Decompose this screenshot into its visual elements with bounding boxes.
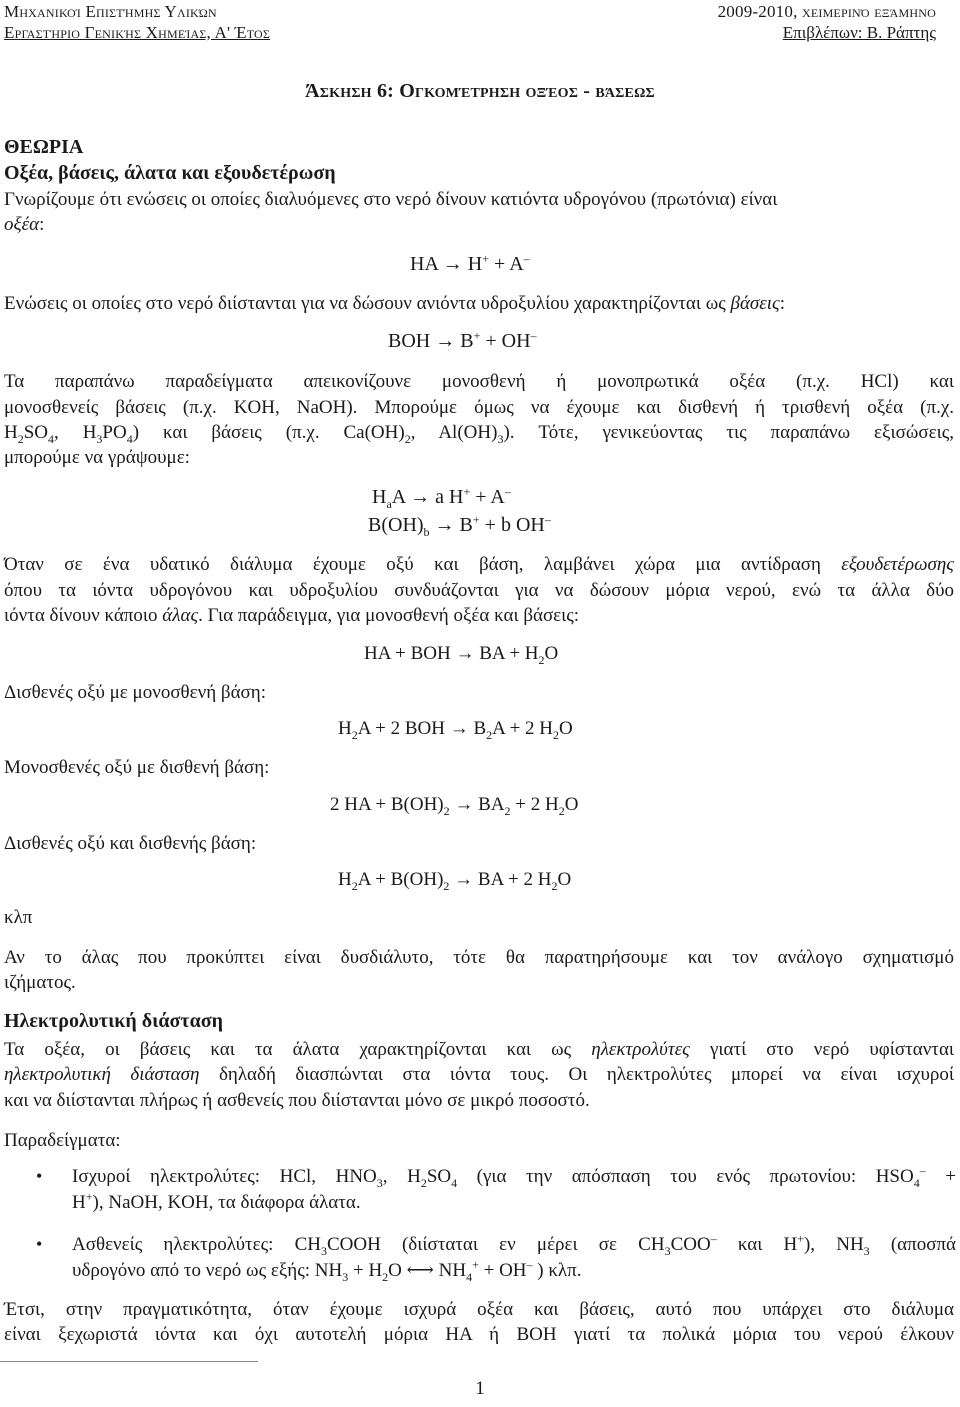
label-divalent-acid-divalent-base: Δισθενές οξύ και δισθενής βάση: [4, 833, 257, 854]
list-item-strong-continued: H+), NaOH, KOH, τα διάφορα άλατα. [72, 1189, 361, 1213]
page-title: Άσκηση 6: Ογκομέτρηση οξέος - βάσεως [305, 80, 655, 102]
label-etc: κλπ [4, 907, 33, 928]
examples-label: Παραδείγματα: [4, 1130, 121, 1151]
paragraph [4, 187, 956, 212]
bullet-point: • [36, 1234, 43, 1254]
text-line: και να διίστανται πλήρως ή ασθενείς που διίστανται μόνο σε μικρό ποσοστό. [4, 1090, 590, 1111]
equation-acid-dissociation: HA → H+ + A– [410, 251, 530, 275]
text-line: Τα παραπάνω παραδείγματα απεικονίζουνε μονοσθενή ή μονοπρωτικά οξέα (π.χ. HCl) και [4, 371, 954, 392]
equation-base-dissociation: BOH → B+ + OH– [388, 328, 537, 352]
punctuation: : [39, 214, 45, 235]
text-line: Τα οξέα, οι βάσεις και τα άλατα χαρακτηρίζονται και ως ηλεκτρολύτες γιατί στο νερό υφίστανται [4, 1039, 955, 1060]
bullet-point: • [36, 1166, 43, 1186]
text-line: μπορούμε να γράψουμε: [4, 447, 190, 468]
reaction-divalent-base: 2 HA + $B(OH)_2 \to BA_2 + 2$ $H_2O$ [330, 794, 579, 818]
text-line: όπου τα ιόντα υδρογόνου και υδροξυλίου συνδυάζονται για να δώσουν μόρια νερού, ενώ τα άλλα δύο [4, 580, 954, 601]
reaction-divalent-acid: $H_2A + 2$ BOH → $B_2A + 2$ $H_2O$ [338, 718, 573, 742]
section-heading-electrolytic: Ηλεκτρολυτική διάσταση [4, 1010, 223, 1032]
subsection-heading: Οξέα, βάσεις, άλατα και εξουδετέρωση [4, 162, 336, 184]
term-neutralization: εξουδετέρωσης [841, 554, 954, 575]
footer-divider [0, 1361, 258, 1362]
label-monovalent-acid-divalent-base: Μονοσθενές οξύ με δισθενή βάση: [4, 757, 270, 778]
reaction-monovalent: HA + BOH → BA + $H_2O$ [364, 643, 559, 667]
text-line: είναι ξεχωριστά ιόντα και όχι αυτοτελή μόρια HA ή BOH γιατί τα πολικά μόρια του νερού έλκουν [4, 1324, 954, 1345]
list-item-weak: Ασθενείς ηλεκτρολύτες: $CH_3COOH$ (διίσταται εν μέρει σε $CH_3COO^-$ και H+), $NH_3$ (αποσπά [72, 1231, 956, 1258]
reaction-divalent-both: $H_2A + B(OH)_2$ → BA + 2 $H_2O$ [338, 869, 572, 893]
text-line: ιζήματος. [4, 972, 76, 993]
text-line: Γνωρίζουμε ότι ενώσεις οι οποίες διαλυόμενες στο νερό δίνουν κατιόντα υδρογόνου (πρωτόνια) είναι [4, 189, 778, 210]
header-course: Μηχανικοί Επιστήμης Υλικών [4, 2, 217, 21]
header-semester: 2009-2010, χειμερινό εξάμηνο [717, 2, 936, 21]
term-bases: βάσεις [730, 293, 780, 314]
text-line: μονοσθενείς βάσεις (π.χ. KOH, NaOH). Μπορούμε όμως να έχουμε και δισθενή ή τρισθενή οξέα (π.χ. [4, 397, 954, 418]
term-acids: οξέα [4, 214, 40, 235]
text-line: Έτσι, στην πραγματικότητα, όταν έχουμε ισχυρά οξέα και βάσεις, αυτό που υπάρχει στο διάλυμα [4, 1299, 954, 1320]
text-line-formulas: $H_2SO_4$, $H_3PO_4$) και βάσεις (π.χ. $Ca(OH)_2$, $Al(OH)_3$). Τότε, γενικεύοντας τις παραπάνω εξισώσεις, [4, 422, 954, 446]
text-line: ηλεκτρολυτική διάσταση δηλαδή διασπώνται στα ιόντα τους. Οι ηλεκτρολύτες μπορεί να είναι ισχυροί [4, 1064, 954, 1085]
term-electrolytic-dissociation: ηλεκτρολυτική διάσταση [4, 1064, 200, 1085]
label-divalent-acid-monovalent-base: Δισθενές οξύ με μονοσθενή βάση: [4, 682, 266, 703]
text-line: ιόντα δίνουν κάποιο άλας. Για παράδειγμα, για μονοσθενή οξέα και βάσεις: [4, 605, 580, 626]
header-supervisor: Επιβλέπων: Β. Ράπτης [782, 23, 936, 42]
term-salt: άλας [162, 605, 199, 626]
paragraph-bases: Ενώσεις οι οποίες στο νερό διίστανται για να δώσουν ανιόντα υδροξυλίου χαρακτηρίζονται ως βάσεις: [4, 293, 786, 314]
term-electrolytes: ηλεκτρολύτες [591, 1039, 690, 1060]
equation-general-base: $B(OH)_b \to B^+ + b$ OH– [368, 512, 551, 539]
header-lab: Εργαστήριο Γενικής Χημείας, Α' Έτος [4, 23, 271, 42]
paragraph-continued [4, 212, 44, 237]
list-item-weak-continued: υδρογόνο από το νερό ως εξής: $NH_3 + H_2O$ ⟷ $NH_4^+ + OH^-$ ) κλπ. [72, 1257, 582, 1284]
text-line: Αν το άλας που προκύπτει είναι δυσδιάλυτο, τότε θα παρατηρήσουμε και τον ανάλογο σχηματισμό [4, 947, 954, 968]
page-number: 1 [475, 1378, 485, 1399]
list-item-strong: Ισχυροί ηλεκτρολύτες: HCl, $HNO_3$, $H_2SO_4$ (για την απόσπαση του ενός πρωτονίου: $HSO_4^-$ + [72, 1163, 956, 1190]
section-heading-theory: ΘΕΩΡΙΑ [4, 136, 84, 158]
text-line: Όταν σε ένα υδατικό διάλυμα έχουμε οξύ και βάση, λαμβάνει χώρα μια αντίδραση εξουδετέρωσης [4, 554, 954, 575]
equation-general-acid: $H_aA \to a$ H+ + A– [372, 484, 511, 511]
